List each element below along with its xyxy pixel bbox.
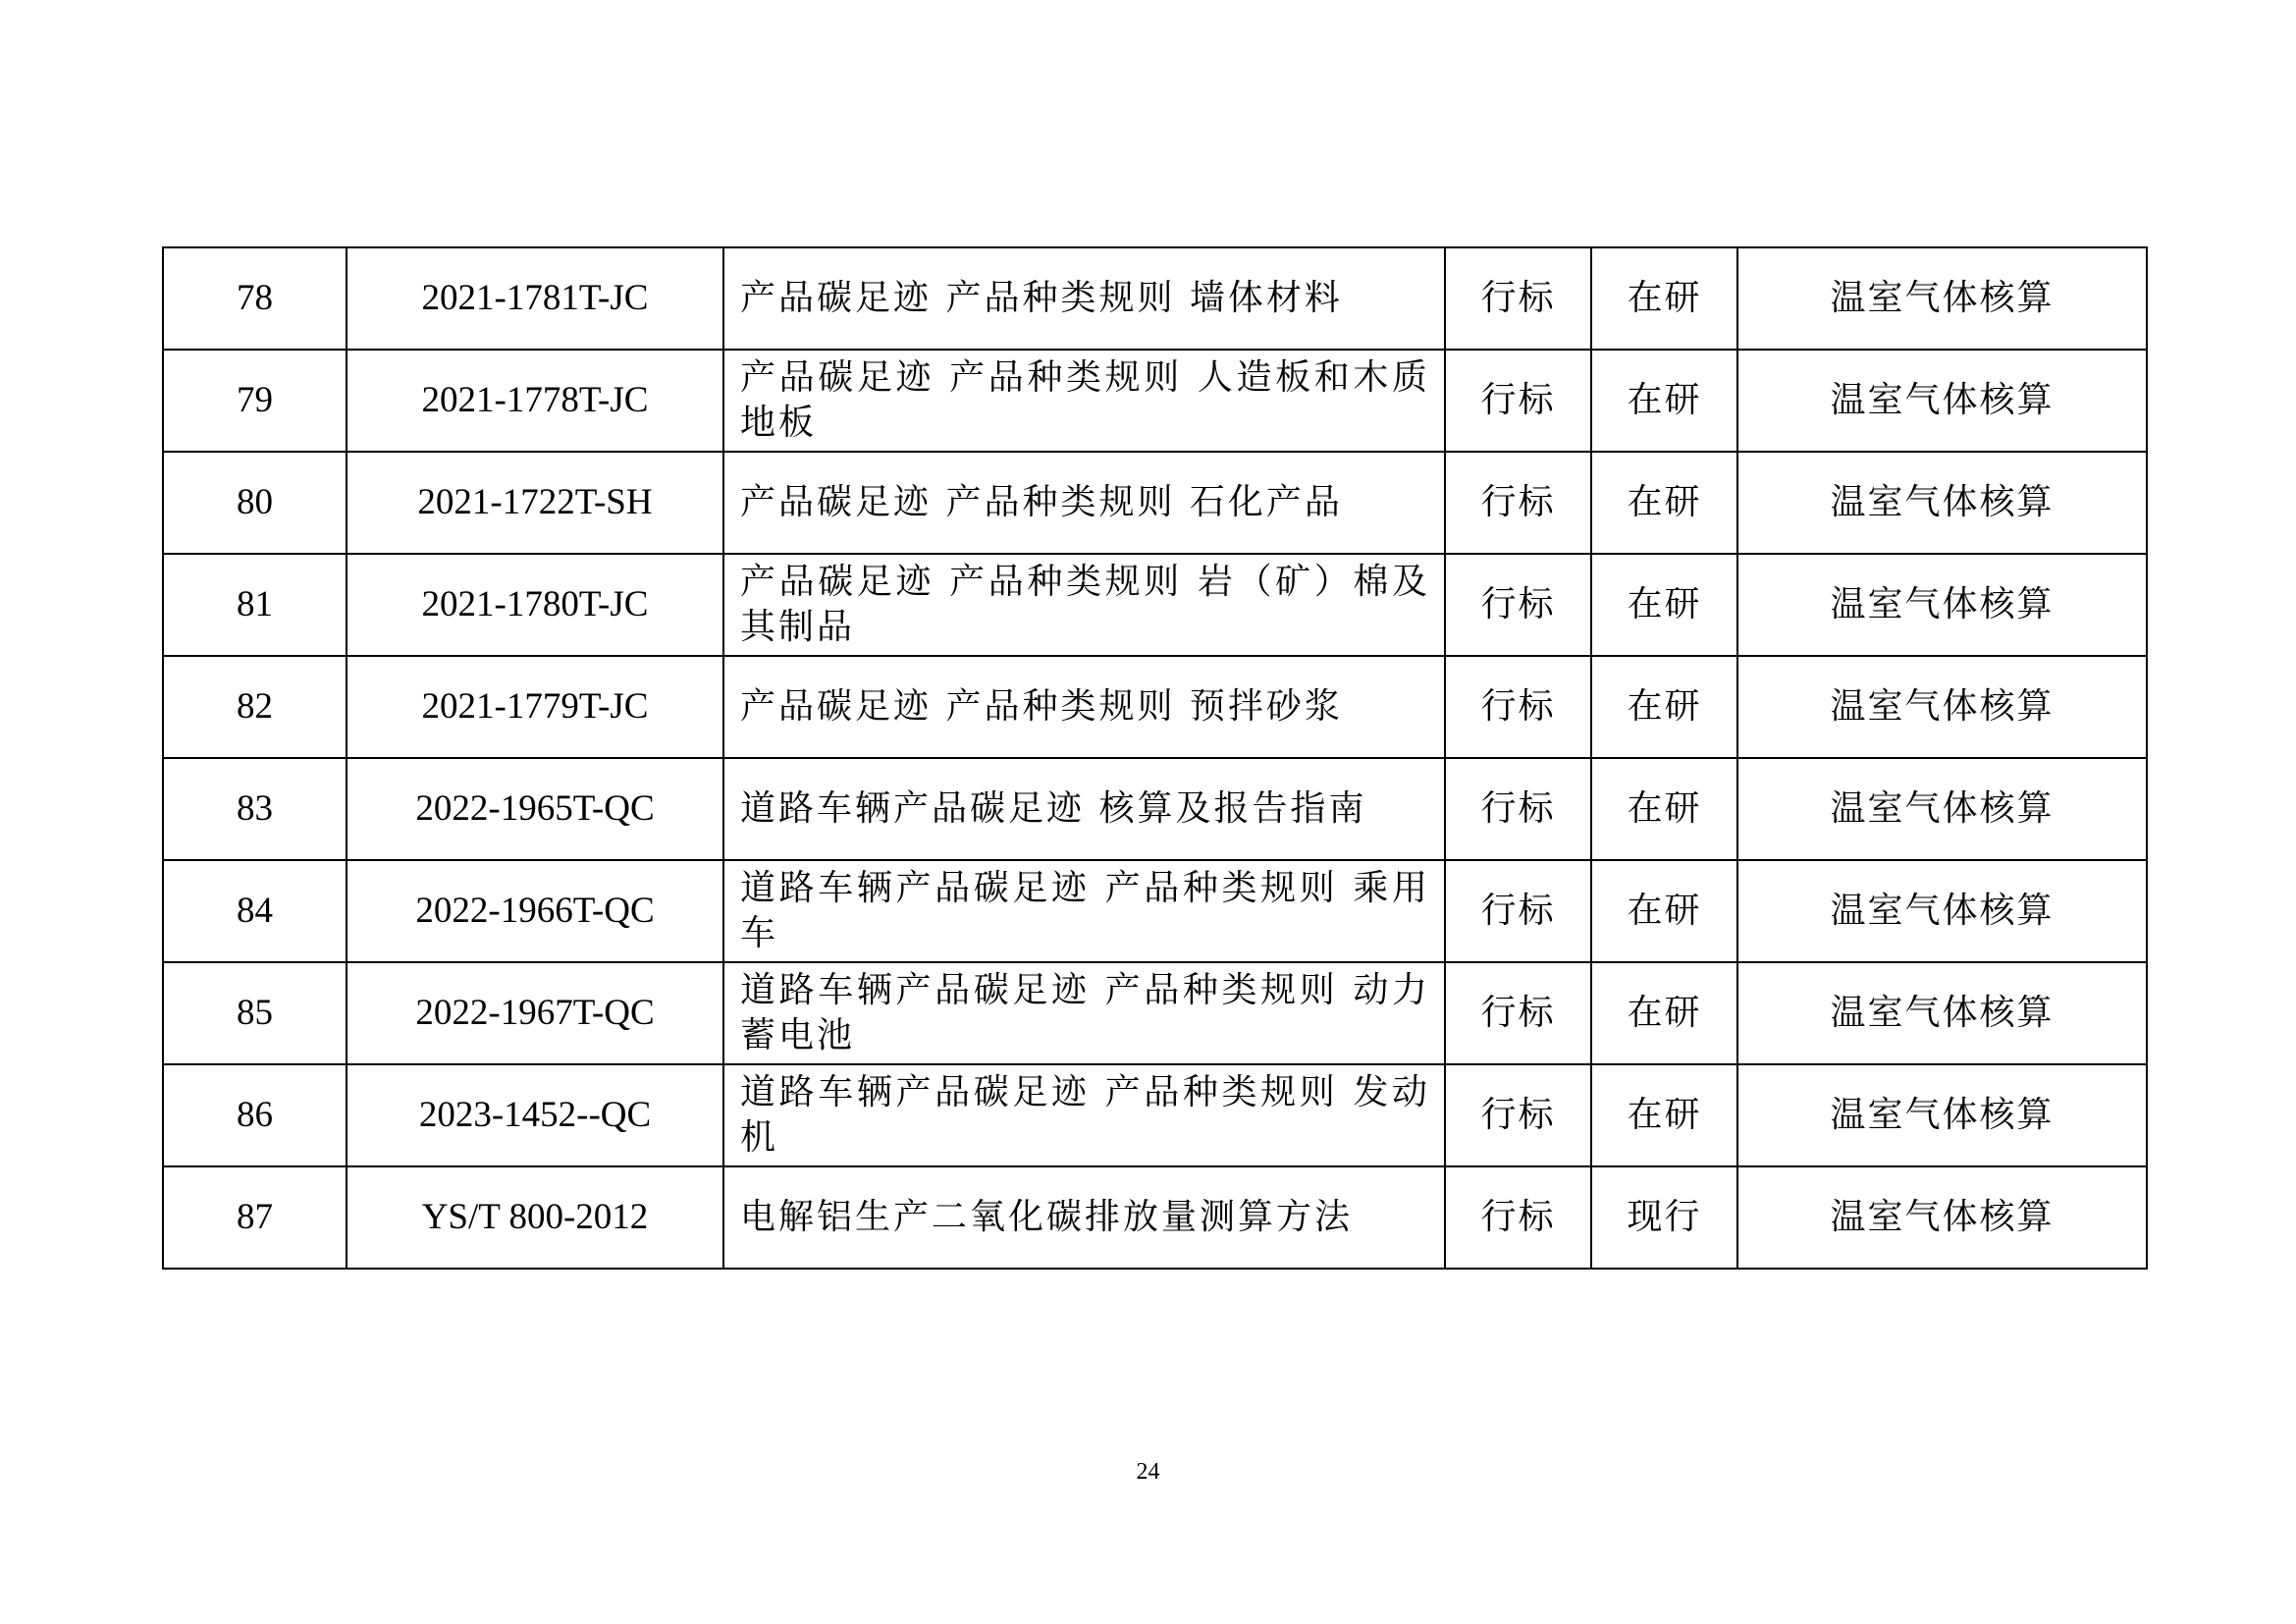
table-row — [163, 1064, 2147, 1166]
standard-status-cell: 在研 — [1591, 758, 1737, 860]
standard-status-cell: 在研 — [1591, 554, 1737, 656]
standard-code-cell: 2021-1780T-JC — [347, 554, 723, 656]
standard-type-cell: 行标 — [1445, 1064, 1591, 1166]
serial-number-cell: 79 — [163, 350, 347, 452]
standard-type-cell: 行标 — [1445, 452, 1591, 554]
table-row — [163, 656, 2147, 758]
standard-code-cell: 2021-1778T-JC — [347, 350, 723, 452]
table-row — [163, 860, 2147, 962]
standard-status-cell: 现行 — [1591, 1166, 1737, 1269]
standard-area-cell: 温室气体核算 — [1737, 350, 2147, 452]
standard-area-cell: 温室气体核算 — [1737, 452, 2147, 554]
standard-name-cell: 道路车辆产品碳足迹 产品种类规则 动力蓄电池 — [723, 962, 1445, 1064]
table-row — [163, 1166, 2147, 1269]
standard-area-cell: 温室气体核算 — [1737, 1064, 2147, 1166]
standard-name-cell: 道路车辆产品碳足迹 核算及报告指南 — [723, 758, 1445, 860]
standard-status-cell: 在研 — [1591, 1064, 1737, 1166]
standard-code-cell: 2022-1965T-QC — [347, 758, 723, 860]
standard-type-cell: 行标 — [1445, 656, 1591, 758]
standard-area-cell: 温室气体核算 — [1737, 962, 2147, 1064]
table-row — [163, 452, 2147, 554]
standard-code-cell: 2021-1779T-JC — [347, 656, 723, 758]
table-row — [163, 758, 2147, 860]
standard-name-cell: 电解铝生产二氧化碳排放量测算方法 — [723, 1166, 1445, 1269]
standard-code-cell: 2023-1452--QC — [347, 1064, 723, 1166]
standard-code-cell: 2021-1722T-SH — [347, 452, 723, 554]
standard-code-cell: YS/T 800-2012 — [347, 1166, 723, 1269]
serial-number-cell: 80 — [163, 452, 347, 554]
standard-name-cell: 产品碳足迹 产品种类规则 岩（矿）棉及其制品 — [723, 554, 1445, 656]
standard-name-cell: 产品碳足迹 产品种类规则 墙体材料 — [723, 247, 1445, 350]
table-row — [163, 554, 2147, 656]
serial-number-cell: 82 — [163, 656, 347, 758]
serial-number-cell: 84 — [163, 860, 347, 962]
standard-name-cell: 道路车辆产品碳足迹 产品种类规则 发动机 — [723, 1064, 1445, 1166]
serial-number-cell: 83 — [163, 758, 347, 860]
standard-area-cell: 温室气体核算 — [1737, 656, 2147, 758]
standard-type-cell: 行标 — [1445, 1166, 1591, 1269]
standard-status-cell: 在研 — [1591, 350, 1737, 452]
standard-name-cell: 产品碳足迹 产品种类规则 石化产品 — [723, 452, 1445, 554]
serial-number-cell: 78 — [163, 247, 347, 350]
standard-type-cell: 行标 — [1445, 962, 1591, 1064]
standard-area-cell: 温室气体核算 — [1737, 1166, 2147, 1269]
standard-status-cell: 在研 — [1591, 452, 1737, 554]
standard-status-cell: 在研 — [1591, 247, 1737, 350]
standard-status-cell: 在研 — [1591, 962, 1737, 1064]
serial-number-cell: 87 — [163, 1166, 347, 1269]
standard-name-cell: 产品碳足迹 产品种类规则 人造板和木质地板 — [723, 350, 1445, 452]
table-row — [163, 247, 2147, 350]
table-row — [163, 350, 2147, 452]
standard-area-cell: 温室气体核算 — [1737, 758, 2147, 860]
serial-number-cell: 85 — [163, 962, 347, 1064]
standards-table — [162, 246, 2148, 1270]
table-body — [163, 247, 2147, 1269]
standard-code-cell: 2022-1966T-QC — [347, 860, 723, 962]
standard-name-cell: 道路车辆产品碳足迹 产品种类规则 乘用车 — [723, 860, 1445, 962]
standard-status-cell: 在研 — [1591, 860, 1737, 962]
standard-type-cell: 行标 — [1445, 758, 1591, 860]
serial-number-cell: 86 — [163, 1064, 347, 1166]
standard-type-cell: 行标 — [1445, 247, 1591, 350]
serial-number-cell: 81 — [163, 554, 347, 656]
standard-code-cell: 2022-1967T-QC — [347, 962, 723, 1064]
standard-code-cell: 2021-1781T-JC — [347, 247, 723, 350]
table-row — [163, 962, 2147, 1064]
standard-status-cell: 在研 — [1591, 656, 1737, 758]
standard-name-cell: 产品碳足迹 产品种类规则 预拌砂浆 — [723, 656, 1445, 758]
standard-area-cell: 温室气体核算 — [1737, 247, 2147, 350]
page-number: 24 — [1136, 1459, 1160, 1485]
standard-type-cell: 行标 — [1445, 554, 1591, 656]
standard-area-cell: 温室气体核算 — [1737, 860, 2147, 962]
standard-area-cell: 温室气体核算 — [1737, 554, 2147, 656]
standard-type-cell: 行标 — [1445, 860, 1591, 962]
standard-type-cell: 行标 — [1445, 350, 1591, 452]
